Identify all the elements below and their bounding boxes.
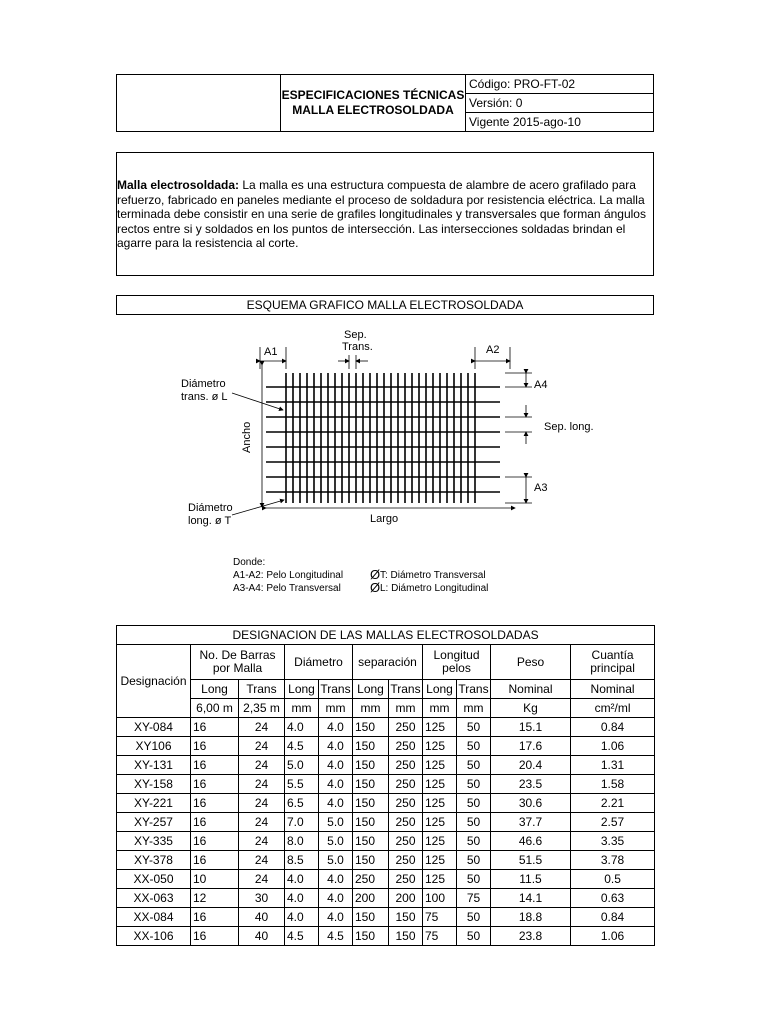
table-cell: 4.0 bbox=[285, 889, 319, 908]
table-cell: 5.0 bbox=[319, 832, 353, 851]
table-cell: 2.57 bbox=[571, 813, 655, 832]
table-cell: 4.0 bbox=[319, 908, 353, 927]
legend-symbol-l: Ø bbox=[370, 580, 381, 595]
table-cell: 4.0 bbox=[319, 870, 353, 889]
sub-cell: Long bbox=[191, 680, 239, 699]
label-ancho: Ancho bbox=[241, 421, 253, 453]
table-cell: 125 bbox=[423, 737, 457, 756]
unit-cell: mm bbox=[353, 699, 389, 718]
table-cell: 150 bbox=[353, 908, 389, 927]
table-cell: 250 bbox=[389, 870, 423, 889]
table-cell: 75 bbox=[457, 889, 491, 908]
table-cell: 50 bbox=[457, 870, 491, 889]
label-a4: A4 bbox=[534, 379, 548, 391]
table-cell: 4.5 bbox=[319, 927, 353, 946]
sub-cell: Nominal bbox=[491, 680, 571, 699]
table-body bbox=[117, 718, 655, 946]
table-cell: 50 bbox=[457, 832, 491, 851]
legend-l: L: Diámetro Longitudinal bbox=[380, 583, 489, 594]
label-diam-trans-1: Diámetro bbox=[181, 378, 226, 390]
table-cell: 20.4 bbox=[491, 756, 571, 775]
mesh-diagram bbox=[170, 325, 610, 605]
table-cell: 8.5 bbox=[285, 851, 319, 870]
table-cell: 250 bbox=[389, 737, 423, 756]
table-cell: 23.8 bbox=[491, 927, 571, 946]
table-cell: 125 bbox=[423, 718, 457, 737]
header-designacion: Designación bbox=[117, 645, 191, 718]
table-cell: 200 bbox=[353, 889, 389, 908]
table-row bbox=[117, 794, 655, 813]
table-cell: 24 bbox=[239, 794, 285, 813]
table-cell: 50 bbox=[457, 927, 491, 946]
sub-cell: Trans bbox=[319, 680, 353, 699]
header-longitud: Longitud pelos bbox=[423, 645, 491, 680]
description-text: La malla es una estructura compuesta de alambre de acero grafilado para refuerzo, fabricado en paneles mediante el proceso de soldadura por resistencia eléctrica. La malla terminada debe consistir en una serie de grafiles longitudinales y transversales que forman ángulos rectos entre si y soldados en los puntos de intersección. Las intersecciones soldadas brindan el agarre para la resistencia al corte. bbox=[117, 178, 646, 250]
table-cell: 16 bbox=[191, 908, 239, 927]
table-row bbox=[117, 737, 655, 756]
table-cell: 150 bbox=[353, 756, 389, 775]
table-cell: 1.58 bbox=[571, 775, 655, 794]
unit-cell: mm bbox=[285, 699, 319, 718]
unit-cell: mm bbox=[319, 699, 353, 718]
units-row bbox=[117, 699, 655, 718]
table-cell: 4.0 bbox=[285, 908, 319, 927]
legend-symbol-t: Ø bbox=[370, 567, 381, 582]
table-cell: 24 bbox=[239, 737, 285, 756]
vigente-cell: Vigente 2015-ago-10 bbox=[465, 112, 654, 132]
unit-cell: mm bbox=[423, 699, 457, 718]
table-cell: 16 bbox=[191, 737, 239, 756]
table-cell: 11.5 bbox=[491, 870, 571, 889]
table-cell: 8.0 bbox=[285, 832, 319, 851]
table-row bbox=[117, 756, 655, 775]
table-cell: 200 bbox=[389, 889, 423, 908]
table-cell: 17.6 bbox=[491, 737, 571, 756]
legend-t: T: Diámetro Transversal bbox=[380, 570, 486, 581]
unit-cell: mm bbox=[457, 699, 491, 718]
table-cell: 100 bbox=[423, 889, 457, 908]
table-cell: 250 bbox=[389, 851, 423, 870]
table-cell: 0.84 bbox=[571, 718, 655, 737]
designation-cell: XX-106 bbox=[117, 927, 191, 946]
table-cell: 50 bbox=[457, 794, 491, 813]
label-diam-long-2: long. ø T bbox=[188, 515, 232, 527]
unit-cell: cm²/ml bbox=[571, 699, 655, 718]
table-cell: 150 bbox=[353, 832, 389, 851]
table-cell: 250 bbox=[389, 794, 423, 813]
table-cell: 24 bbox=[239, 718, 285, 737]
table-cell: 150 bbox=[353, 794, 389, 813]
document-title bbox=[280, 74, 466, 132]
table-cell: 125 bbox=[423, 813, 457, 832]
table-row bbox=[117, 927, 655, 946]
table-cell: 5.0 bbox=[319, 851, 353, 870]
table-cell: 16 bbox=[191, 813, 239, 832]
table-cell: 1.31 bbox=[571, 756, 655, 775]
table-cell: 150 bbox=[353, 813, 389, 832]
table-cell: 16 bbox=[191, 775, 239, 794]
label-sep-trans-1: Sep. bbox=[344, 329, 367, 341]
sub-cell: Long bbox=[423, 680, 457, 699]
table-cell: 50 bbox=[457, 908, 491, 927]
legend-a1a2: A1-A2: Pelo Longitudinal bbox=[233, 570, 344, 581]
label-sep-long: Sep. long. bbox=[544, 421, 594, 433]
table-cell: 24 bbox=[239, 870, 285, 889]
table-cell: 125 bbox=[423, 832, 457, 851]
label-a2: A2 bbox=[486, 344, 500, 356]
sub-cell: Trans bbox=[389, 680, 423, 699]
designation-cell: XY-335 bbox=[117, 832, 191, 851]
table-cell: 4.0 bbox=[319, 718, 353, 737]
table-cell: 16 bbox=[191, 851, 239, 870]
table-cell: 5.5 bbox=[285, 775, 319, 794]
table-cell: 150 bbox=[353, 737, 389, 756]
table-row bbox=[117, 889, 655, 908]
table-row bbox=[117, 813, 655, 832]
unit-cell: 2,35 m bbox=[239, 699, 285, 718]
table-cell: 4.0 bbox=[319, 889, 353, 908]
designation-cell: XY-084 bbox=[117, 718, 191, 737]
table-cell: 4.0 bbox=[319, 756, 353, 775]
table-row bbox=[117, 851, 655, 870]
table-cell: 16 bbox=[191, 718, 239, 737]
table-cell: 50 bbox=[457, 737, 491, 756]
table-cell: 37.7 bbox=[491, 813, 571, 832]
table-row bbox=[117, 775, 655, 794]
mesh-grid bbox=[266, 373, 500, 503]
label-diam-long-1: Diámetro bbox=[188, 502, 233, 514]
table-cell: 40 bbox=[239, 927, 285, 946]
table-cell: 30.6 bbox=[491, 794, 571, 813]
table-cell: 24 bbox=[239, 813, 285, 832]
sub-cell: Long bbox=[353, 680, 389, 699]
table-cell: 250 bbox=[389, 813, 423, 832]
table-title: DESIGNACION DE LAS MALLAS ELECTROSOLDADAS bbox=[117, 626, 655, 645]
table-cell: 30 bbox=[239, 889, 285, 908]
sub-cell: Trans bbox=[239, 680, 285, 699]
table-cell: 1.06 bbox=[571, 927, 655, 946]
table-cell: 150 bbox=[353, 718, 389, 737]
table-cell: 4.0 bbox=[319, 794, 353, 813]
table-cell: 0.5 bbox=[571, 870, 655, 889]
legend-a3a4: A3-A4: Pelo Transversal bbox=[233, 583, 341, 594]
table-cell: 12 bbox=[191, 889, 239, 908]
table-cell: 0.63 bbox=[571, 889, 655, 908]
table-cell: 125 bbox=[423, 756, 457, 775]
table-cell: 24 bbox=[239, 851, 285, 870]
header-peso: Peso bbox=[491, 645, 571, 680]
header-separacion: separación bbox=[353, 645, 423, 680]
sub-cell: Long bbox=[285, 680, 319, 699]
table-cell: 14.1 bbox=[491, 889, 571, 908]
header-diametro: Diámetro bbox=[285, 645, 353, 680]
table-cell: 4.0 bbox=[319, 775, 353, 794]
table-cell: 51.5 bbox=[491, 851, 571, 870]
document-title-line2: MALLA ELECTROSOLDADA bbox=[292, 103, 454, 117]
table-cell: 16 bbox=[191, 927, 239, 946]
mesh-designation-table bbox=[116, 625, 655, 946]
table-cell: 150 bbox=[389, 927, 423, 946]
table-cell: 46.6 bbox=[491, 832, 571, 851]
table-cell: 4.0 bbox=[319, 737, 353, 756]
designation-cell: XY-257 bbox=[117, 813, 191, 832]
designation-cell: XY106 bbox=[117, 737, 191, 756]
diagram-section-title: ESQUEMA GRAFICO MALLA ELECTROSOLDADA bbox=[116, 295, 654, 315]
table-row bbox=[117, 832, 655, 851]
table-cell: 18.8 bbox=[491, 908, 571, 927]
label-a1: A1 bbox=[264, 346, 278, 358]
codigo-cell: Código: PRO-FT-02 bbox=[465, 74, 654, 94]
table-cell: 75 bbox=[423, 927, 457, 946]
table-cell: 50 bbox=[457, 775, 491, 794]
table-cell: 50 bbox=[457, 813, 491, 832]
table-cell: 250 bbox=[389, 756, 423, 775]
table-cell: 50 bbox=[457, 718, 491, 737]
table-cell: 75 bbox=[423, 908, 457, 927]
table-cell: 7.0 bbox=[285, 813, 319, 832]
table-cell: 23.5 bbox=[491, 775, 571, 794]
table-row bbox=[117, 870, 655, 889]
table-cell: 16 bbox=[191, 832, 239, 851]
label-largo: Largo bbox=[370, 513, 399, 525]
table-cell: 3.35 bbox=[571, 832, 655, 851]
sub-cell: Nominal bbox=[571, 680, 655, 699]
table-cell: 250 bbox=[389, 718, 423, 737]
sub-cell: Trans bbox=[457, 680, 491, 699]
designation-cell: XY-158 bbox=[117, 775, 191, 794]
designation-cell: XY-221 bbox=[117, 794, 191, 813]
table-cell: 40 bbox=[239, 908, 285, 927]
description-lead: Malla electrosoldada: bbox=[117, 178, 240, 192]
designation-cell: XX-063 bbox=[117, 889, 191, 908]
table-cell: 3.78 bbox=[571, 851, 655, 870]
table-cell: 1.06 bbox=[571, 737, 655, 756]
legend-title: Donde: bbox=[233, 557, 266, 568]
table-cell: 125 bbox=[423, 851, 457, 870]
designation-cell: XY-378 bbox=[117, 851, 191, 870]
document-title-line1: ESPECIFICACIONES TÉCNICAS bbox=[281, 88, 465, 102]
table-cell: 6.5 bbox=[285, 794, 319, 813]
unit-cell: Kg bbox=[491, 699, 571, 718]
table-cell: 150 bbox=[353, 851, 389, 870]
table-cell: 150 bbox=[353, 775, 389, 794]
header-barras: No. De Barras por Malla bbox=[191, 645, 285, 680]
designation-cell: XX-084 bbox=[117, 908, 191, 927]
table-cell: 5.0 bbox=[285, 756, 319, 775]
header-cuantia: Cuantía principal bbox=[571, 645, 655, 680]
table-cell: 250 bbox=[353, 870, 389, 889]
table-cell: 0.84 bbox=[571, 908, 655, 927]
table-cell: 10 bbox=[191, 870, 239, 889]
table-cell: 15.1 bbox=[491, 718, 571, 737]
table-cell: 250 bbox=[389, 775, 423, 794]
header-logo-cell bbox=[116, 74, 281, 132]
unit-cell: 6,00 m bbox=[191, 699, 239, 718]
designation-cell: XY-131 bbox=[117, 756, 191, 775]
table-cell: 24 bbox=[239, 832, 285, 851]
table-cell: 150 bbox=[389, 908, 423, 927]
table-cell: 250 bbox=[389, 832, 423, 851]
table-cell: 4.5 bbox=[285, 927, 319, 946]
description-box bbox=[116, 152, 654, 276]
table-cell: 24 bbox=[239, 756, 285, 775]
table-row bbox=[117, 718, 655, 737]
label-a3: A3 bbox=[534, 482, 548, 494]
table-cell: 50 bbox=[457, 756, 491, 775]
table-cell: 4.5 bbox=[285, 737, 319, 756]
table-cell: 125 bbox=[423, 775, 457, 794]
version-cell: Versión: 0 bbox=[465, 93, 654, 113]
label-sep-trans-2: Trans. bbox=[342, 341, 373, 353]
table-cell: 24 bbox=[239, 775, 285, 794]
table-row bbox=[117, 908, 655, 927]
table-cell: 4.0 bbox=[285, 718, 319, 737]
table-cell: 50 bbox=[457, 851, 491, 870]
designation-cell: XX-050 bbox=[117, 870, 191, 889]
table-cell: 4.0 bbox=[285, 870, 319, 889]
table-cell: 150 bbox=[353, 927, 389, 946]
subheader-row bbox=[117, 680, 655, 699]
table-cell: 125 bbox=[423, 870, 457, 889]
table-cell: 2.21 bbox=[571, 794, 655, 813]
unit-cell: mm bbox=[389, 699, 423, 718]
label-diam-trans-2: trans. ø L bbox=[181, 391, 228, 403]
table-cell: 16 bbox=[191, 794, 239, 813]
table-cell: 5.0 bbox=[319, 813, 353, 832]
table-cell: 125 bbox=[423, 794, 457, 813]
table-cell: 16 bbox=[191, 756, 239, 775]
